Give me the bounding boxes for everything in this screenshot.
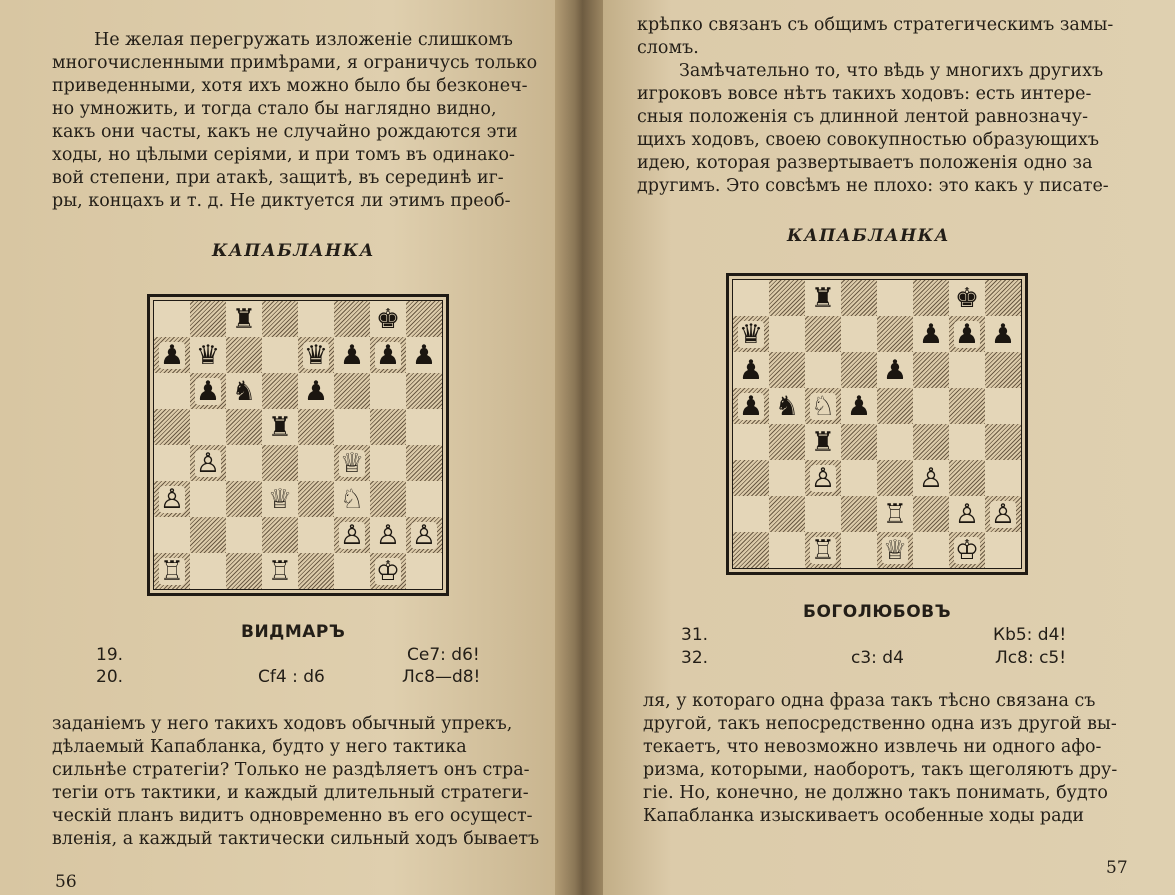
- board-square: [733, 352, 769, 388]
- board-square: [154, 373, 190, 409]
- board-square: [949, 460, 985, 496]
- chess-piece: ♟: [375, 339, 401, 371]
- text-line: какъ они часты, какъ не случайно рождаются эти: [52, 122, 518, 142]
- book-gutter: [555, 0, 605, 895]
- board-square: [334, 337, 370, 373]
- text-line: многочисленными примѣрами, я ограничусь только: [52, 53, 538, 73]
- board-square: [226, 517, 262, 553]
- board-square: [190, 337, 226, 373]
- board-square: [985, 388, 1021, 424]
- board-square: [406, 373, 442, 409]
- board-square: [805, 424, 841, 460]
- board-square: [985, 280, 1021, 316]
- left-move-number-1: 19.: [96, 645, 124, 665]
- board-square: [190, 409, 226, 445]
- board-square: [805, 280, 841, 316]
- right-paragraph-2: [643, 690, 1129, 828]
- board-square: [769, 316, 805, 352]
- board-square: [226, 373, 262, 409]
- text-line: сильнѣе стратегіи? Только не раздѣляетъ онъ стра-: [52, 760, 530, 780]
- left-move-number-2: 20.: [96, 667, 124, 687]
- board-square: [877, 460, 913, 496]
- board-square: [334, 517, 370, 553]
- board-square: [154, 301, 190, 337]
- text-line: ля, у котораго одна фраза такъ тѣсно связана съ: [643, 691, 1096, 711]
- chess-piece: ♖: [810, 534, 836, 566]
- text-line: Капабланка изыскиваетъ особенные ходы ради: [643, 806, 1085, 826]
- text-line: тегіи отъ тактики, и каждый длительный стратеги-: [52, 783, 529, 803]
- board-square: [334, 553, 370, 589]
- text-line: приведенными, хотя ихъ можно было бы безконеч-: [52, 76, 528, 96]
- board-square: [298, 445, 334, 481]
- board-square: [769, 388, 805, 424]
- board-square: [334, 445, 370, 481]
- right-page: [603, 0, 1175, 895]
- board-square: [226, 337, 262, 373]
- text-line: заданіемъ у него такихъ ходовъ обычный упрекъ,: [52, 714, 513, 734]
- chess-piece: ♙: [411, 519, 437, 551]
- board-square: [913, 316, 949, 352]
- board-square: [985, 496, 1021, 532]
- board-square: [370, 553, 406, 589]
- board-square: [190, 553, 226, 589]
- chess-piece: ♖: [267, 555, 293, 587]
- board-square: [334, 409, 370, 445]
- chess-piece: ♚: [375, 303, 401, 335]
- board-square: [370, 481, 406, 517]
- board-square: [298, 337, 334, 373]
- board-square: [877, 352, 913, 388]
- right-opponent-name: БОГОЛЮБОВЪ: [803, 602, 952, 622]
- board-square: [226, 409, 262, 445]
- text-line: дѣлаемый Капабланка, будто у него тактика: [52, 737, 467, 757]
- text-line: гіе. Но, конечно, не должно такъ понимать, будто: [643, 783, 1108, 803]
- board-square: [805, 388, 841, 424]
- left-paragraph-2: [52, 713, 540, 851]
- board-square: [913, 352, 949, 388]
- board-square: [370, 301, 406, 337]
- board-square: [985, 460, 1021, 496]
- board-square: [913, 460, 949, 496]
- board-square: [913, 280, 949, 316]
- right-move-number-2: 32.: [681, 648, 709, 668]
- chess-piece: ♟: [918, 318, 944, 350]
- chess-piece: ♘: [810, 390, 836, 422]
- board-square: [406, 553, 442, 589]
- board-square: [841, 388, 877, 424]
- board-square: [733, 280, 769, 316]
- board-square: [913, 532, 949, 568]
- board-square: [877, 280, 913, 316]
- right-chess-board: [732, 279, 1022, 569]
- chess-piece: ♜: [810, 282, 836, 314]
- text-line: крѣпко связанъ съ общимъ стратегическимъ замы-: [637, 15, 1114, 35]
- left-chess-diagram: [147, 294, 449, 596]
- board-square: [226, 301, 262, 337]
- board-square: [733, 316, 769, 352]
- chess-piece: ♛: [195, 339, 221, 371]
- board-square: [262, 481, 298, 517]
- chess-piece: ♟: [411, 339, 437, 371]
- board-square: [298, 553, 334, 589]
- chess-piece: ♛: [303, 339, 329, 371]
- chess-piece: ♟: [339, 339, 365, 371]
- text-line: щихъ ходовъ, своею совокупностью образующихъ: [637, 130, 1100, 150]
- board-square: [841, 424, 877, 460]
- board-square: [154, 553, 190, 589]
- board-square: [190, 301, 226, 337]
- board-square: [298, 373, 334, 409]
- chess-piece: ♕: [882, 534, 908, 566]
- left-opponent-name: ВИДМАРЪ: [241, 622, 346, 642]
- board-square: [154, 409, 190, 445]
- chess-piece: ♙: [990, 498, 1016, 530]
- right-chess-diagram: [726, 273, 1028, 575]
- chess-piece: ♕: [339, 447, 365, 479]
- text-line: сныя положенія съ длинной лентой равнозначу-: [637, 107, 1089, 127]
- board-square: [985, 316, 1021, 352]
- board-square: [298, 517, 334, 553]
- board-square: [370, 373, 406, 409]
- right-page-number: 57: [1106, 858, 1128, 878]
- left-paragraph-1: [52, 29, 537, 213]
- chess-piece: ♟: [954, 318, 980, 350]
- board-square: [298, 301, 334, 337]
- board-square: [733, 532, 769, 568]
- board-square: [805, 352, 841, 388]
- chess-piece: ♘: [339, 483, 365, 515]
- chess-piece: ♙: [195, 447, 221, 479]
- text-line: вленія, а каждый тактически сильный ходъ бываетъ: [52, 829, 540, 849]
- text-line: другой, такъ непосредственно одна изъ другой вы-: [643, 714, 1117, 734]
- board-square: [985, 352, 1021, 388]
- right-paragraph-1: [637, 14, 1129, 198]
- board-square: [913, 424, 949, 460]
- left-diagram-title: КАПАБЛАНКА: [212, 241, 375, 261]
- board-square: [406, 481, 442, 517]
- chess-piece: ♔: [375, 555, 401, 587]
- board-square: [226, 553, 262, 589]
- board-square: [805, 460, 841, 496]
- chess-piece: ♖: [882, 498, 908, 530]
- text-line: Не желая перегружать изложеніе слишкомъ: [94, 30, 513, 50]
- chess-piece: ♞: [231, 375, 257, 407]
- chess-piece: ♟: [846, 390, 872, 422]
- board-square: [769, 352, 805, 388]
- board-square: [406, 337, 442, 373]
- board-square: [769, 532, 805, 568]
- left-chess-board: [153, 300, 443, 590]
- board-square: [841, 460, 877, 496]
- right-move-black-2: Лс8: с5!: [995, 648, 1067, 668]
- board-square: [733, 496, 769, 532]
- board-square: [877, 424, 913, 460]
- text-line: ческій планъ видитъ одновременно въ его осущест-: [52, 806, 533, 826]
- board-square: [841, 316, 877, 352]
- chess-piece: ♚: [954, 282, 980, 314]
- chess-piece: ♖: [159, 555, 185, 587]
- board-square: [949, 280, 985, 316]
- text-line: идею, которая развертываетъ положенія одно за: [637, 153, 1093, 173]
- chess-piece: ♙: [918, 462, 944, 494]
- board-square: [769, 460, 805, 496]
- board-square: [769, 424, 805, 460]
- chess-piece: ♙: [810, 462, 836, 494]
- chess-piece: ♟: [195, 375, 221, 407]
- board-square: [949, 532, 985, 568]
- chess-piece: ♟: [159, 339, 185, 371]
- chess-piece: ♛: [738, 318, 764, 350]
- board-square: [262, 409, 298, 445]
- board-square: [154, 481, 190, 517]
- board-square: [262, 517, 298, 553]
- text-line: Замѣчательно то, что вѣдь у многихъ другихъ: [679, 61, 1104, 81]
- board-square: [262, 445, 298, 481]
- board-square: [370, 517, 406, 553]
- board-square: [949, 496, 985, 532]
- text-line: игроковъ вовсе нѣтъ такихъ ходовъ: есть интере-: [637, 84, 1092, 104]
- chess-piece: ♟: [738, 354, 764, 386]
- board-square: [226, 481, 262, 517]
- right-move-white-2: c3: d4: [851, 648, 904, 668]
- board-square: [262, 337, 298, 373]
- board-square: [406, 409, 442, 445]
- chess-piece: ♞: [774, 390, 800, 422]
- board-square: [949, 352, 985, 388]
- chess-piece: ♟: [990, 318, 1016, 350]
- board-square: [841, 532, 877, 568]
- board-square: [805, 496, 841, 532]
- board-square: [877, 388, 913, 424]
- left-move-white-2: Cf4 : d6: [258, 667, 325, 687]
- board-square: [154, 517, 190, 553]
- board-square: [805, 316, 841, 352]
- board-square: [841, 352, 877, 388]
- board-square: [841, 280, 877, 316]
- text-line: вой степени, при атакѣ, защитѣ, въ серединѣ иг-: [52, 168, 504, 188]
- board-square: [334, 481, 370, 517]
- board-square: [769, 280, 805, 316]
- board-square: [334, 301, 370, 337]
- chess-piece: ♟: [303, 375, 329, 407]
- board-square: [370, 337, 406, 373]
- board-square: [949, 316, 985, 352]
- board-square: [298, 409, 334, 445]
- board-square: [913, 388, 949, 424]
- chess-piece: ♜: [810, 426, 836, 458]
- board-square: [262, 301, 298, 337]
- board-square: [370, 445, 406, 481]
- board-square: [877, 496, 913, 532]
- board-square: [805, 532, 841, 568]
- board-square: [985, 532, 1021, 568]
- board-square: [190, 481, 226, 517]
- text-line: ризма, которыми, наоборотъ, такъ щеголяютъ дру-: [643, 760, 1118, 780]
- board-square: [190, 517, 226, 553]
- board-square: [190, 445, 226, 481]
- text-line: другимъ. Это совсѣмъ не плохо: это какъ у писате-: [637, 176, 1109, 196]
- left-page: [0, 0, 560, 895]
- text-line: но умножить, и тогда стало бы наглядно видно,: [52, 99, 497, 119]
- board-square: [334, 373, 370, 409]
- board-square: [949, 388, 985, 424]
- board-square: [406, 517, 442, 553]
- board-square: [226, 445, 262, 481]
- chess-piece: ♕: [267, 483, 293, 515]
- board-square: [406, 301, 442, 337]
- board-square: [733, 460, 769, 496]
- board-square: [733, 388, 769, 424]
- text-line: текаетъ, что невозможно извлечь ни одного афо-: [643, 737, 1102, 757]
- right-move-number-1: 31.: [681, 625, 709, 645]
- left-move-black-2: Лс8—d8!: [402, 667, 481, 687]
- text-line: ры, концахъ и т. д. Не диктуется ли этимъ преоб-: [52, 191, 511, 211]
- text-line: сломъ.: [637, 38, 699, 58]
- board-square: [913, 496, 949, 532]
- left-page-number: 56: [55, 872, 77, 892]
- chess-piece: ♙: [159, 483, 185, 515]
- chess-piece: ♜: [231, 303, 257, 335]
- chess-piece: ♜: [267, 411, 293, 443]
- right-diagram-title: КАПАБЛАНКА: [787, 226, 950, 246]
- chess-piece: ♙: [954, 498, 980, 530]
- board-square: [190, 373, 226, 409]
- text-line: ходы, но цѣлыми серіями, и при томъ въ одинако-: [52, 145, 515, 165]
- chess-piece: ♙: [375, 519, 401, 551]
- board-square: [877, 532, 913, 568]
- right-move-black-1: Кb5: d4!: [993, 625, 1067, 645]
- board-square: [262, 373, 298, 409]
- board-square: [298, 481, 334, 517]
- board-square: [406, 445, 442, 481]
- board-square: [370, 409, 406, 445]
- chess-piece: ♔: [954, 534, 980, 566]
- board-square: [733, 424, 769, 460]
- left-move-black-1: Се7: d6!: [407, 645, 480, 665]
- board-square: [877, 316, 913, 352]
- chess-piece: ♙: [339, 519, 365, 551]
- board-square: [262, 553, 298, 589]
- board-square: [769, 496, 805, 532]
- board-square: [154, 445, 190, 481]
- board-square: [841, 496, 877, 532]
- board-square: [985, 424, 1021, 460]
- chess-piece: ♟: [882, 354, 908, 386]
- chess-piece: ♟: [738, 390, 764, 422]
- board-square: [154, 337, 190, 373]
- board-square: [949, 424, 985, 460]
